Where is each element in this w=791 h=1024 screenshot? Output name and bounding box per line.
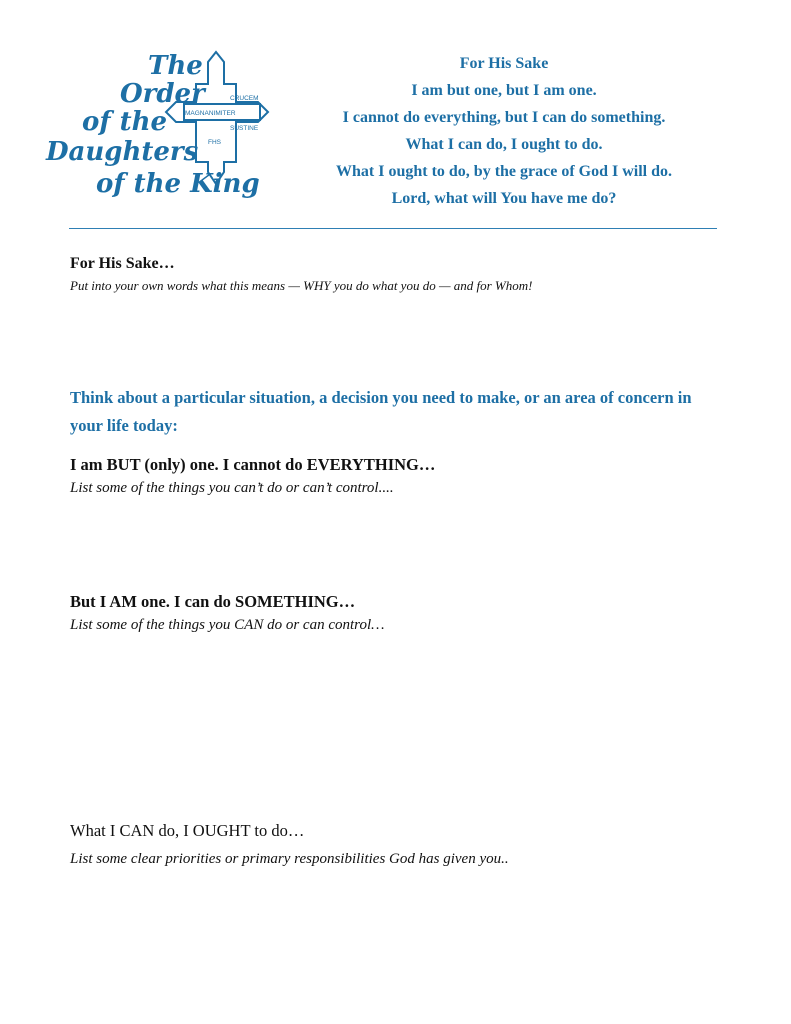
cross-word-2: CRUCEM [230, 95, 259, 102]
logo-line-5: of the King [96, 169, 260, 199]
section-prompt: List some of the things you can’t do or can’t control.... [70, 480, 394, 496]
creed-title: For His Sake [459, 55, 549, 72]
section-can [70, 591, 730, 636]
section-heading: I am BUT (only) one. I cannot do EVERYTHING… [70, 455, 436, 474]
logo-line-1: The [148, 51, 203, 81]
section-ought [70, 820, 730, 870]
section-heading: For His Sake… [70, 255, 175, 272]
creed-line-5: Lord, what will You have me do? [391, 190, 617, 207]
section-prompt: Put into your own words what this means — WHY you do what you do — and for Whom! [70, 278, 533, 293]
reflection-intro: Think about a particular situation, a decision you need to make, or an area of concern in your life today: [70, 388, 692, 435]
section-for-his-sake [70, 254, 730, 295]
header-divider [69, 228, 717, 229]
cross-word-3: SUSTINE [230, 125, 259, 132]
section-cannot [70, 454, 730, 499]
section-prompt: List some of the things you CAN do or can control… [70, 617, 385, 633]
logo-graphic [44, 44, 284, 204]
creed-line-4: What I ought to do, by the grace of God I will do. [335, 163, 673, 180]
section-heading: But I AM one. I can do SOMETHING… [70, 592, 356, 611]
section-prompt: List some clear priorities or primary responsibilities God has given you.. [70, 851, 509, 867]
daughters-of-the-king-logo [44, 44, 284, 204]
logo-line-3: of the [82, 107, 168, 137]
cross-word-1: MAGNANIMITER [185, 110, 236, 117]
creed-line-2: I cannot do everything, but I can do something. [342, 109, 666, 126]
creed-block [296, 53, 712, 215]
creed-line-3: What I can do, I ought to do. [405, 136, 603, 153]
logo-line-2: Order [120, 79, 205, 109]
section-heading: What I CAN do, I OUGHT to do… [70, 821, 305, 840]
cross-word-4: FHS [208, 139, 221, 146]
creed-line-1: I am but one, but I am one. [411, 82, 597, 99]
logo-line-4: Daughters [46, 137, 199, 167]
